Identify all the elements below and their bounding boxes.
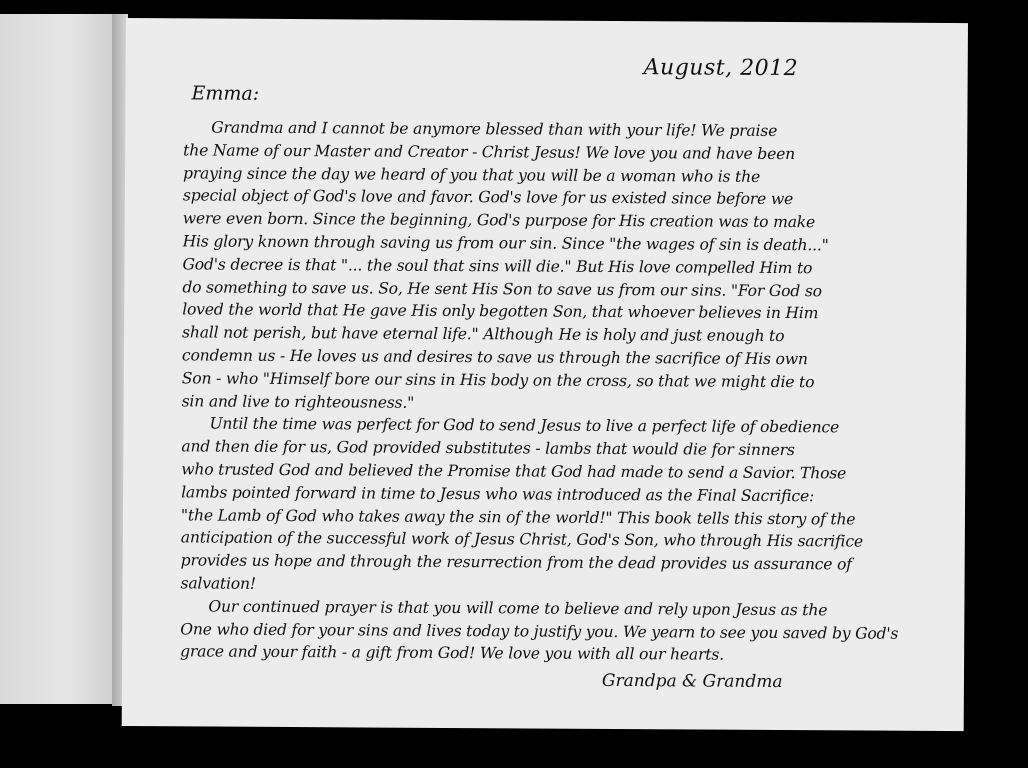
letter-line: and then die for us, God provided substitutes - lambs that would die for sinners [181,437,795,460]
letter-line: Our continued prayer is that you will come to believe and rely upon Jesus as the [208,597,828,620]
letter-line: condemn us - He loves us and desires to save us through the sacrifice of His own [181,346,808,369]
letter-line: shall not perish, but have eternal life." Although He is holy and just enough to [182,323,785,346]
letter-line: Grandma and I cannot be anymore blessed than with your life! We praise [211,118,778,140]
letter-line: "the Lamb of God who takes away the sin of the world!" This book tells this story of the [180,505,856,529]
handwritten-letter [122,18,968,731]
letter-line: were even born. Since the beginning, God's purpose for His creation was to make [182,209,816,232]
letter-line: special object of God's love and favor. God's love for us existed since before we [182,186,794,209]
letter-line: sin and live to righteousness." [181,391,415,412]
left-page [0,14,116,704]
letter-date: August, 2012 [643,55,799,82]
letter-salutation: Emma: [191,82,260,105]
letter-line: salvation! [180,574,256,593]
letter-line: Son - who "Himself bore our sins in His body on the cross, so that we might die to [181,369,815,391]
letter-signature: Grandpa & Grandma [601,670,783,693]
letter-line: the Name of our Master and Creator - Christ Jesus! We love you and have been [183,141,796,163]
letter-line: His glory known through saving us from our sin. Since "the wages of sin is death..." [182,232,829,255]
letter-line: Until the time was perfect for God to send Jesus to live a perfect life of obedience [209,414,840,437]
letter-line: grace and your faith - a gift from God! We love you with all our hearts. [180,642,724,664]
letter-line: do something to save us. So, He sent His Son to save us from our sins. "For God so [182,277,822,300]
letter-line: lambs pointed forward in time to Jesus who was introduced as the Final Sacrifice: [181,483,815,505]
letter-line: One who died for your sins and lives today to justify you. We yearn to see you saved by God's [180,619,899,643]
letter-line: provides us hope and through the resurrection from the dead provides us assurance of [180,551,852,574]
letter-line: praying since the day we heard of you that you will be a woman who is the [182,163,761,186]
letter-line: loved the world that He gave His only begotten Son, that whoever believes in Him [182,300,819,323]
letter-body [180,116,953,668]
letter-page [122,18,968,731]
letter-line: who trusted God and believed the Promise that God had made to send a Savior. Those [181,460,847,483]
letter-line: God's decree is that "... the soul that sins will die." But His love compelled Him to [182,255,813,277]
letter-line: anticipation of the successful work of Jesus Christ, God's Son, who through His sacrifice [180,528,863,551]
